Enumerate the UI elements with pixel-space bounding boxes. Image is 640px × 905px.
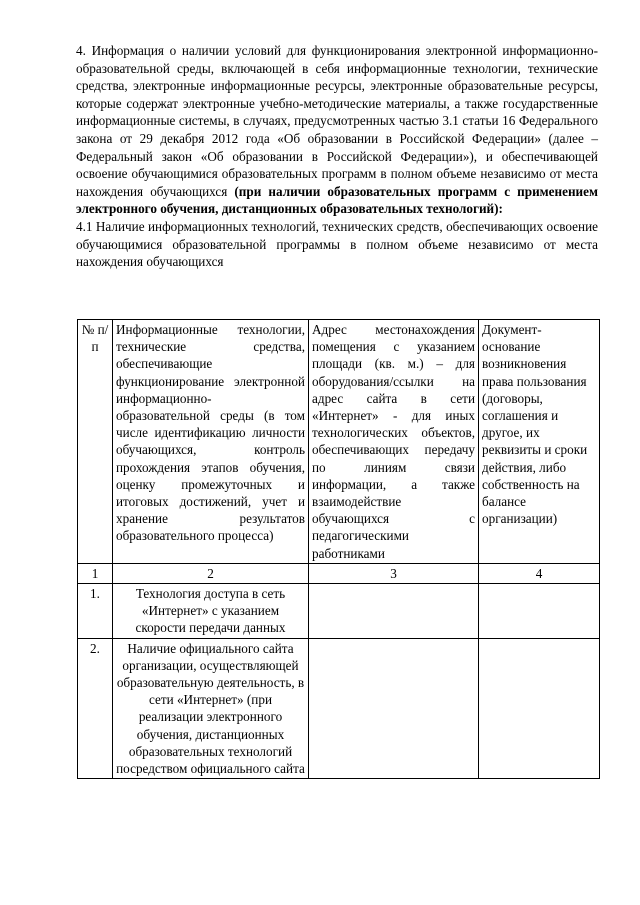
section-4-text: 4. Информация о наличии условий для функционирования электронной информационно-образовательной среды, включающей в себя информационные технологии, технические средства, электронные информационные ресурсы, электронные образовательные ресурсы, которые содержат электронные учебно-методические материалы, а также государственные информационные системы, в случаях, предусмотренных частью 3.1 статьи 16 Федерального закона от 29 декабря 2012 года «Об образовании в Российской Федерации» (далее – Федеральный закон «Об образовании в Российской Федерации»), и обеспечивающей освоение обучающимися образовательных программ в полном объеме независимо от места нахождения обучающихся	[76, 43, 598, 199]
table-row	[78, 584, 600, 639]
column-number: 4	[479, 563, 600, 583]
row-item: Наличие официального сайта организации, осуществляющей образовательную деятельность, в сети «Интернет» (при реализации электронного обучения, дистанционных образовательных технологий посредством официального сайта	[113, 638, 309, 779]
header-technologies: Информационные технологии, технические средства, обеспечивающие функционирование электронной информационно-образовательной среды (в том числе идентификацию личности обучающихся, контроль прохождения этапов обучения, оценку промежуточных и итоговых достижений, учет и хранение результатов образовательного процесса)	[113, 320, 309, 564]
row-item: Технология доступа в сеть «Интернет» с указанием скорости передачи данных	[113, 584, 309, 639]
row-document	[479, 584, 600, 639]
header-document: Документ-основание возникновения права пользования (договоры, соглашения и другое, их реквизиты и сроки действия, либо собственность на балансе организации)	[479, 320, 600, 564]
document-page	[76, 42, 598, 271]
row-address	[309, 638, 479, 779]
section-4-bold-text: (при наличии образовательных программ с применением электронного обучения, дистанционных образовательных технологий):	[76, 183, 598, 217]
column-number: 1	[78, 563, 113, 583]
table-header-row	[78, 320, 600, 564]
row-number: 2.	[78, 638, 113, 779]
section-4-paragraph	[76, 42, 598, 218]
column-number: 3	[309, 563, 479, 583]
header-number: № п/п	[78, 320, 113, 564]
column-numbers-row	[78, 563, 600, 583]
row-address	[309, 584, 479, 639]
header-address: Адрес местонахождения помещения с указанием площади (кв. м.) – для оборудования/ссылки на адрес сайта в сети «Интернет» - для иных технологических объектов, обеспечивающих передачу по линиям связи информации, а также взаимодействие обучающихся с педагогическими работниками	[309, 320, 479, 564]
row-document	[479, 638, 600, 779]
info-technologies-table	[77, 319, 600, 779]
section-4-1-paragraph: 4.1 Наличие информационных технологий, технических средств, обеспечивающих освоение обучающимися образовательной программы в полном объеме независимо от места нахождения обучающихся	[76, 218, 598, 270]
table-row	[78, 638, 600, 779]
row-number: 1.	[78, 584, 113, 639]
column-number: 2	[113, 563, 309, 583]
